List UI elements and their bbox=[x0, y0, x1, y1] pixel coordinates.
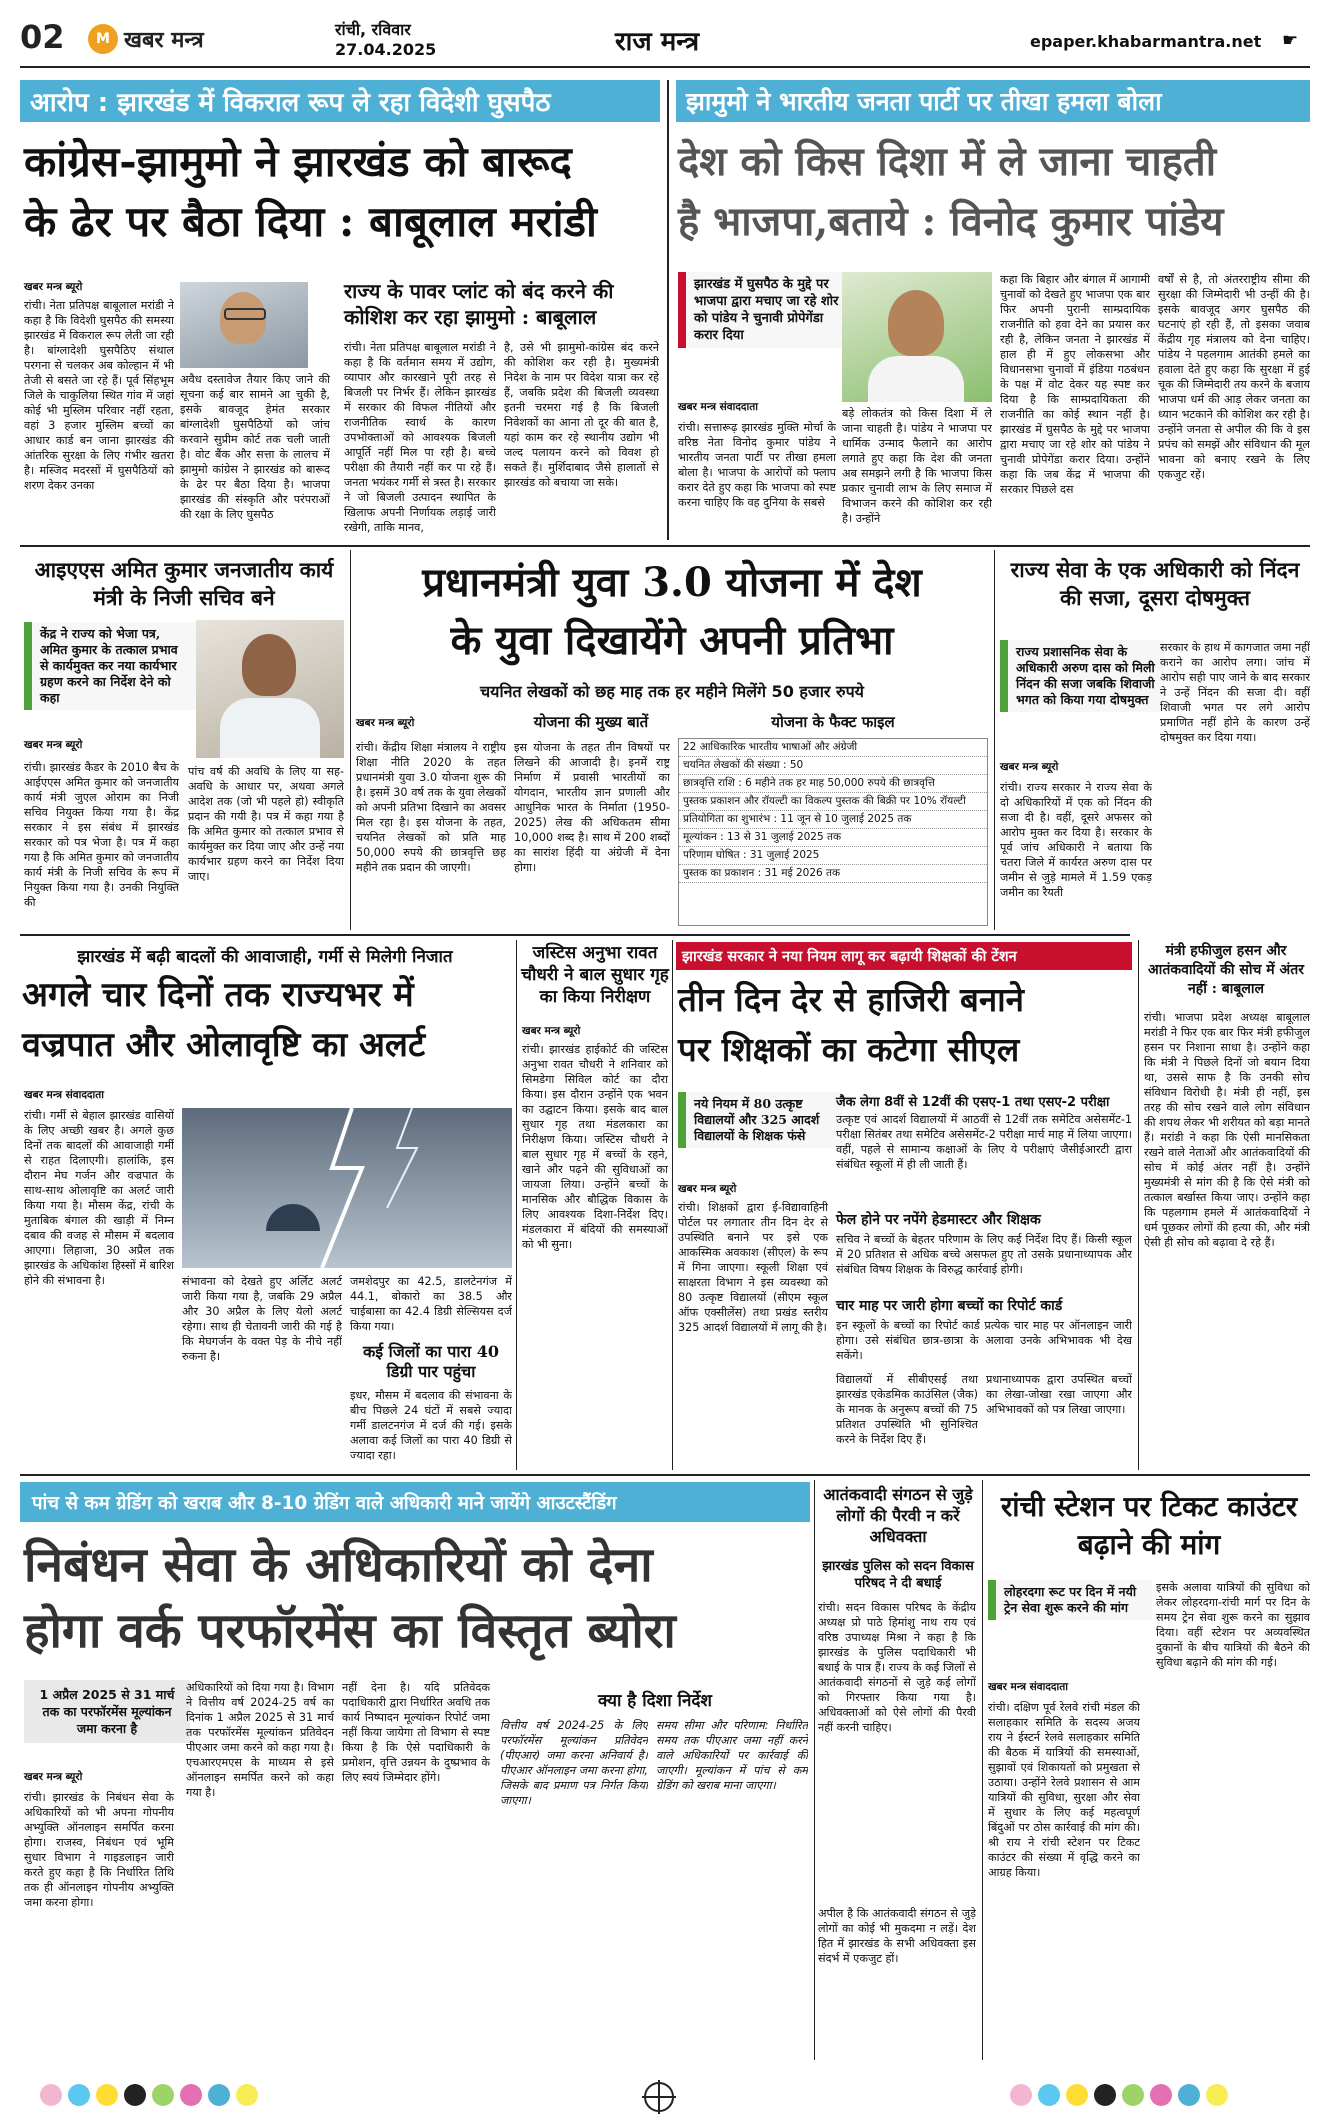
story6-headline-line2: वज्रपात और ओलावृष्टि का अलर्ट bbox=[22, 1025, 426, 1065]
story4-byline: खबर मन्त्र ब्यूरो bbox=[356, 717, 415, 729]
factfile-row: 22 आधिकारिक भारतीय भाषाओं और अंग्रेजी bbox=[679, 739, 987, 757]
story12-col1: रांची। दक्षिण पूर्व रेलवे रांची मंडल की सलाहकार समिति के सदस्य अजय राय ने ईस्टर्न रेलवे सलाहकार समिति की बैठक में यात्रियों की समस्याओं, सुझावों एवं शिकायतों को प्रमुखता से उठाया। उन्होंने रेलवे प्रशासन से आम यात्रियों की सुविधा, सुरक्षा और सेवा में सुधार के लिए कई महत्वपूर्ण बिंदुओं पर ठोस कार्रवाई की मांग की। श्री राय ने रांची स्टेशन पर टिकट काउंटर की संख्या में वृद्धि करने का आग्रह किया। bbox=[988, 1701, 1140, 1879]
divider-vertical bbox=[814, 1480, 815, 2060]
story1-col4: है, उसे भी झामुमो-कांग्रेस बंद करने की कोशिश कर रही है। मुख्यमंत्री निदेश के नाम पर विदेश यात्रा कर रहे हैं, जबकि प्रदेश की बिजली व्यवस्था इतनी चरमरा गई है कि बिजली निवेशकों का आना तो दूर की बात है, यहां काम कर रहे स्थानीय उद्योग भी जल्द पलायन करने को विवश हो सकते हैं। मुर्शिदाबाद जैसे हालातों से झारखंड को बचाया जा सके। bbox=[504, 341, 659, 489]
story7-headline: जस्टिस अनुभा रावत चौधरी ने बाल सुधार गृह का किया निरीक्षण bbox=[521, 943, 669, 1007]
story8-col1: रांची। शिक्षकों द्वारा ई-विद्यावाहिनी पोर्टल पर लगातार तीन दिन देर से उपस्थिति बनाने पर इसे एक आकस्मिक अवकाश (सीएल) के रूप में गिना जाएगा। स्कूली शिक्षा एवं साक्षरता विभाग ने इस व्यवस्था को 80 उत्कृष्ट विद्यालयों (सीएम स्कूल ऑफ एक्सीलेंस) तथा प्रखंड स्तरीय 325 आदर्श विद्यालयों में लागू की है। bbox=[678, 1201, 828, 1334]
divider-vertical bbox=[350, 550, 351, 930]
divider-horizontal bbox=[20, 934, 1130, 936]
registration-dot bbox=[68, 2084, 90, 2106]
story5-col2: सरकार के हाथ में कागजात जमा नहीं कराने का आरोप लगा। जांच में आरोप सही पाए जाने के बाद सरकार ने उन्हें निंदन की सजा दी। वहीं शिवाजी भगत पर लगे आरोप प्रमाणित नहीं होने के कारण उन्हें दोषमुक्त कर दिया गया। bbox=[1160, 641, 1310, 744]
story11-subhead: झारखंड पुलिस को सदन विकास परिषद ने दी बधाई bbox=[822, 1559, 974, 1591]
story6-col2: संभावना को देखते हुए अर्लिट अलर्ट जारी किया गया है, जबकि 29 अप्रैल और 30 अप्रैल के लिए येलो अलर्ट रहेगा। साथ ही चेतावनी जारी की गई है कि मेघगर्जन के वक्त पेड़ के नीचे नहीं रुकना है। bbox=[182, 1275, 342, 1363]
story5-headline: राज्य सेवा के एक अधिकारी को निंदन की सजा, दूसरा दोषमुक्त bbox=[1010, 557, 1300, 610]
story1-kicker-text: आरोप : झारखंड में विकराल रूप ले रहा विदेशी घुसपैठ bbox=[30, 88, 551, 118]
registration-dot bbox=[236, 2084, 258, 2106]
story2-kicker-text: झामुमो ने भारतीय जनता पार्टी पर तीखा हमला बोला bbox=[686, 87, 1162, 116]
story8-col3: प्रधानाध्यापक द्वारा उपस्थित बच्चों का लेखा-जोखा रखा जाएगा और अभिभावकों को पत्र लिखा जाएगा। bbox=[986, 1373, 1132, 1416]
story2-kicker bbox=[676, 80, 1310, 122]
section-name: राज मन्त्र bbox=[615, 27, 700, 57]
factfile-row: छात्रवृत्ति राशि : 6 महीने तक हर माह 50,000 रुपये की छात्रवृत्ति bbox=[679, 775, 987, 793]
website-link[interactable]: epaper.khabarmantra.net bbox=[1030, 32, 1262, 51]
registration-dot bbox=[1150, 2084, 1172, 2106]
registration-dot bbox=[1122, 2084, 1144, 2106]
story6-col3: जमशेदपुर का 42.5, डालटेनगंज में 44.1, बोकारो का 38.5 और चाईबासा का 42.4 डिग्री सेल्सियस दर्ज किया गया। bbox=[350, 1275, 512, 1333]
registration-dot bbox=[1066, 2084, 1088, 2106]
registration-dot bbox=[180, 2084, 202, 2106]
story1-col2: अवैध दस्तावेज तैयार किए जाने की सूचना कई बार सामने आ चुकी है, इसके बावजूद हेमंत सरकार बांग्लादेशी घुसपैठियों को जांच करवाने सुप्रीम कोर्ट तक चली जाती है। वोट बैंक और सत्ता के लालच में झामुमो कांग्रेस ने झारखंड को बारूद के ढेर पर बैठा दिया है। भाजपा झारखंड की संस्कृति और परंपराओं की रक्षा के लिए घुसपैठ bbox=[180, 373, 330, 521]
story6-byline: खबर मन्त्र संवाददाता bbox=[24, 1089, 104, 1101]
story3-highlight: केंद्र ने राज्य को भेजा पत्र, अमित कुमार के तत्काल प्रभाव से कार्यमुक्त कर नया कार्यभार ग्रहण करने का निर्देश देने को कहा bbox=[24, 622, 198, 710]
story9-headline: मंत्री हफीजुल हसन और आतंकवादियों की सोच में अंतर नहीं : बाबूलाल bbox=[1148, 943, 1304, 997]
story8-headline-line1: तीन दिन देर से हाजिरी बनाने bbox=[678, 980, 1024, 1019]
masthead bbox=[20, 14, 1310, 68]
factfile-row: पुस्तक प्रकाशन और रॉयल्टी का विकल्प पुस्तक की बिक्री पर 10% रॉयल्टी bbox=[679, 793, 987, 811]
story4-features-title: योजना की मुख्य बातें bbox=[533, 713, 649, 731]
story6-col4: इधर, मौसम में बदलाव की संभावना के बीच पिछले 24 घंटों में सबसे ज्यादा गर्मी डालटनगंज में दर्ज की गई। इसके अलावा कई जिलों का पारा 40 डिग्री से ज्यादा रहा। bbox=[350, 1389, 512, 1462]
story6-kicker: झारखंड में बढ़ी बादलों की आवाजाही, गर्मी से मिलेगी निजात bbox=[77, 947, 453, 967]
story4-col2: इस योजना के तहत तीन विषयों पर लिखने की आजादी है। इनमें राष्ट्र निर्माण में प्रवासी भारतीयों का योगदान, भारतीय ज्ञान प्रणाली और आधुनिक भारत के निर्माता (1950-2025) लेख की अधिकतम सीमा 10,000 शब्द है। साथ में 200 शब्दों का सारांश हिंदी या अंग्रेजी में देना होगा। bbox=[514, 741, 670, 874]
story8-box3-title: चार माह पर जारी होगा बच्चों का रिपोर्ट कार्ड bbox=[836, 1298, 1063, 1314]
story8-highlight: नये नियम में 80 उत्कृष्ट विद्यालयों और 325 आदर्श विद्यालयों के शिक्षक फंसे bbox=[678, 1092, 842, 1148]
cursor-hand-icon: ☛ bbox=[1282, 30, 1299, 51]
divider-horizontal bbox=[20, 1474, 1310, 1476]
registration-crosshair-icon bbox=[644, 2082, 674, 2112]
registration-dot bbox=[96, 2084, 118, 2106]
story9-col1: रांची। भाजपा प्रदेश अध्यक्ष बाबूलाल मरांडी ने फिर एक बार फिर मंत्री हफीजुल हसन पर निशाना साधा है। उन्होंने कहा कि मंत्री ने पिछले दिनों जो बयान दिया था, उससे साफ है कि उनकी सोच संविधान विरोधी है। मंत्री ही नहीं, इस तरह की सोच रखने वाले लोग संविधान की शपथ लेकर भी शरीयत को बड़ा मानते हैं। मरांडी ने कहा कि ऐसी मानसिकता रखने वाले नेताओं और आतंकवादियों की सोच में कोई अंतर नहीं है। उन्होंने मुख्यमंत्री से मांग की है कि ऐसे मंत्री को तत्काल बर्खास्त किया जाए। उन्होंने कहा कि पहलगाम हमले में आतंकवादियों ने धर्म पूछकर लोगों की हत्या की, और मंत्री ऐसी ही सोच को बढ़ावा दे रहे हैं। bbox=[1144, 1011, 1310, 1249]
story5-byline: खबर मन्त्र ब्यूरो bbox=[1000, 761, 1059, 773]
story8-box2-text: सचिव ने बच्चों के बेहतर परिणाम के लिए कई निर्देश दिए हैं। किसी स्कूल में 20 प्रतिशत से अधिक बच्चे असफल हुए तो उसके प्रधानाध्यापक और संबंधित विषय शिक्षक के विरुद्ध कार्रवाई होगी। bbox=[836, 1233, 1132, 1276]
story4-col1: रांची। केंद्रीय शिक्षा मंत्रालय ने राष्ट्रीय शिक्षा नीति 2020 के तहत प्रधानमंत्री युवा 3.0 योजना शुरू की है। इसमें 30 वर्ष तक के युवा लेखकों को अपनी प्रतिभा दिखाने का अवसर मिल रहा है। इस योजना के तहत, चयनित लेखकों को प्रति माह 50,000 रुपये की छात्रवृत्ति छह महीने तक प्रदान की जाएगी। bbox=[356, 741, 506, 874]
story5-col1: रांची। राज्य सरकार ने राज्य सेवा के दो अधिकारियों में एक को निंदन की सजा दी है। वहीं, दूसरे अफसर को आरोप मुक्त कर दिया है। सरकार के पूर्व जांच अधिकारी ने बताया कि चतरा जिले में कार्यरत अरुण दास पर जमीन से जुड़े मामले में 1.59 एकड़ जमीन का रैयती bbox=[1000, 781, 1152, 899]
story10-byline: खबर मन्त्र ब्यूरो bbox=[24, 1771, 83, 1783]
story2-col2: बड़े लोकतंत्र को किस दिशा में ले जाना चाहती है। पांडेय ने भाजपा पर धार्मिक उन्माद फैलाने का आरोप लगाते हुए कहा कि देश की जनता अब समझने लगी है कि भाजपा किस प्रकार चुनावी लाभ के लिए समाज में विभाजन करने की कोशिश कर रही है। उन्होंने bbox=[842, 407, 992, 525]
page-number: 02 bbox=[20, 18, 65, 56]
lightning-icon bbox=[182, 1108, 512, 1268]
story3-photo bbox=[196, 620, 344, 758]
story8-kicker-text: झारखंड सरकार ने नया नियम लागू कर बढ़ायी शिक्षकों की टेंशन bbox=[682, 949, 1017, 965]
story10-kicker-text: पांच से कम ग्रेडिंग को खराब और 8-10 ग्रेडिंग वाले अधिकारी माने जायेंगे आउटस्टैंडिंग bbox=[32, 1492, 617, 1514]
divider-vertical bbox=[667, 80, 669, 540]
person-shirt-icon bbox=[220, 698, 320, 758]
factfile-row: प्रतियोगिता का शुभारंभ : 11 जून से 10 जुलाई 2025 तक bbox=[679, 811, 987, 829]
story7-byline: खबर मन्त्र ब्यूरो bbox=[522, 1025, 581, 1037]
footer-color-dots-left bbox=[40, 2080, 320, 2110]
story10-kicker bbox=[20, 1482, 810, 1522]
divider-horizontal bbox=[20, 545, 1310, 547]
story8-col2: विद्यालयों में सीबीएसई तथा झारखंड एकेडमिक काउंसिल (जैक) के मानक के अनुरूप बच्चों की 75 प्रतिशत उपस्थिति भी सुनिश्चित करने के निर्देश दिए हैं। bbox=[836, 1373, 978, 1446]
logo-mark-icon: M bbox=[88, 24, 118, 54]
story12-byline: खबर मन्त्र संवाददाता bbox=[988, 1681, 1068, 1693]
story5-highlight: राज्य प्रशासनिक सेवा के अधिकारी अरुण दास को मिली निंदन की सजा जबकि शिवाजी भगत को किया गया दोषमुक्त bbox=[1000, 640, 1164, 712]
story3-col2: पांच वर्ष की अवधि के लिए या सह-अवधि के आधार पर, अथवा अगले आदेश तक (जो भी पहले हो) स्वीकृति प्रदान की गयी है। पत्र में कहा गया है कि अमित कुमार को तत्काल प्रभाव से कार्यमुक्त कर दिया जाए और उन्हें नया कार्यभार ग्रहण करने का निर्देश दिया जाए। bbox=[188, 765, 344, 883]
story10-col3: नहीं देना है। यदि प्रतिवेदक पदाधिकारी द्वारा निर्धारित अवधि तक कार्य निष्पादन मूल्यांकन रिपोर्ट जमा नहीं किया जायेगा तो विभाग से स्पष्ट किया है कि ऐसे पदाधिकारी के प्रमोशन, वृत्ति उन्नयन के दुष्प्रभाव के लिए स्वयं जिम्मेदार होंगे। bbox=[342, 1681, 490, 1784]
story10-col4: वित्तीय वर्ष 2024-25 के लिए परफॉरमेंस मूल्यांकन प्रतिवेदन (पीएआर) जमा करना अनिवार्य है। पीएआर ऑनलाइन जमा करना होगा, जिसके बाद प्रमाण पत्र निर्गत किया जाएगा। bbox=[500, 1719, 648, 1807]
person-glasses-icon bbox=[224, 308, 266, 320]
story8-byline: खबर मन्त्र ब्यूरो bbox=[678, 1183, 737, 1195]
story4-headline-line2: के युवा दिखायेंगे अपनी प्रतिभा bbox=[450, 617, 894, 664]
person-icon bbox=[242, 634, 296, 696]
story1-headline-line2: के ढेर पर बैठा दिया : बाबूलाल मरांडी bbox=[24, 197, 597, 246]
logo-text: खबर मन्त्र bbox=[124, 28, 204, 53]
registration-dot bbox=[1038, 2084, 1060, 2106]
story8-box3-text: इन स्कूलों के बच्चों का रिपोर्ट कार्ड प्रत्येक चार माह पर ऑनलाइन जारी होगा। उसे संबंधित छात्र-छात्रा के अलावा उनके अभिभावक भी देख सकेंगे। bbox=[836, 1319, 1132, 1362]
story2-col4: वर्षों से है, तो अंतरराष्ट्रीय सीमा की सुरक्षा की जिम्मेदारी भी उन्हीं की है। इसके बावजूद अगर घुसपैठ की घटनाएं हो रही हैं, तो इसका जवाब केंद्रीय गृह मंत्रालय को देना चाहिए। पांडेय ने पहलगाम आतंकी हमले का हवाला देते हुए कहा कि सुरक्षा में हुई चूक की जिम्मेदारी तय करने के बजाय भाजपा धर्म की आड़ लेकर जनता का ध्यान भटकाने की कोशिश कर रही है। उन्होंने जनता से अपील की कि वे इस प्रपंच को समझें और संविधान की मूल भावना को बनाए रखने के लिए एकजुट रहें। bbox=[1158, 273, 1310, 481]
factfile-row: मूल्यांकन : 13 से 31 जुलाई 2025 तक bbox=[679, 829, 987, 847]
story8-kicker bbox=[676, 942, 1132, 970]
story6-photo-storm bbox=[182, 1108, 512, 1268]
factfile-row: चयनित लेखकों की संख्या : 50 bbox=[679, 757, 987, 775]
story1-subheadline: राज्य के पावर प्लांट को बंद करने की कोशिश कर रहा झामुमो : बाबूलाल bbox=[344, 279, 614, 329]
story8-box2-title: फेल होने पर नपेंगे हेडमास्टर और शिक्षक bbox=[836, 1212, 1041, 1228]
divider-vertical bbox=[994, 550, 995, 930]
registration-dot bbox=[152, 2084, 174, 2106]
divider-vertical bbox=[672, 940, 673, 1470]
story7-col1: रांची। झारखंड हाईकोर्ट की जस्टिस अनुभा रावत चौधरी ने शनिवार को सिमडेगा सिविल कोर्ट का दौरा किया। इस दौरान उन्होंने एक भवन का उद्घाटन किया। इसके बाद बाल सुधार गृह तथा मंडलकारा का निरीक्षण किया। जस्टिस चौधरी ने बाल सुधार गृह में बच्चों के रहने, खाने और पढ़ने की सुविधाओं का जायजा लिया। उन्होंने बच्चों के मानसिक और बौद्धिक विकास के लिए आवश्यक दिशा-निर्देश दिए। मंडलकारा में बंदियों की समस्याओं को भी सुना। bbox=[522, 1043, 668, 1251]
factfile-row: पुस्तक का प्रकाशन : 31 मई 2026 तक bbox=[679, 865, 987, 883]
story4-headline-line1: प्रधानमंत्री युवा 3.0 योजना में देश bbox=[422, 559, 922, 606]
divider-vertical bbox=[516, 940, 517, 1470]
story1-col3: रांची। नेता प्रतिपक्ष बाबूलाल मरांडी ने कहा है कि वर्तमान समय में उद्योग, व्यापार और कारखाने पूरी तरह से बिजली पर निर्भर हैं। लेकिन झारखंड में सरकार की विफल नीतियों और राजनीतिक स्वार्थ के कारण उपभोक्ताओं को आवश्यक बिजली आपूर्ति नहीं मिल पा रही है। बच्चे परीक्षा की तैयारी नहीं कर पा रहे हैं। जनता भयंकर गर्मी से त्रस्त है। सरकार ने जो बिजली उत्पादन स्थापित के खिलाफ अपनी निर्णायक लड़ाई जारी रखेगी, ताकि मानव, bbox=[344, 341, 496, 534]
story2-photo bbox=[842, 272, 992, 402]
person-icon bbox=[888, 290, 944, 356]
story10-headline-line2: होगा वर्क परफॉरमेंस का विस्तृत ब्योरा bbox=[24, 1603, 676, 1659]
story1-kicker bbox=[20, 80, 660, 122]
registration-dot bbox=[40, 2084, 62, 2106]
story8-headline-line2: पर शिक्षकों का कटेगा सीएल bbox=[678, 1030, 1020, 1069]
registration-dot bbox=[1206, 2084, 1228, 2106]
story1-photo bbox=[180, 282, 308, 368]
registration-dot bbox=[1094, 2084, 1116, 2106]
registration-dot bbox=[124, 2084, 146, 2106]
divider-vertical bbox=[1138, 940, 1139, 1470]
story12-headline: रांची स्टेशन पर टिकट काउंटर बढ़ाने की मांग bbox=[1000, 1490, 1298, 1561]
story8-box1-title: जैक लेगा 8वीं से 12वीं की एसए-1 तथा एसए-2 परीक्षा bbox=[836, 1095, 1110, 1110]
masthead-date: 27.04.2025 bbox=[335, 40, 437, 59]
story11-headline: आतंकवादी संगठन से जुड़े लोगों की पैरवी न करें अधिवक्ता bbox=[823, 1485, 973, 1546]
story2-headline-line1: देश को किस दिशा में ले जाना चाहती bbox=[678, 138, 1217, 185]
story10-directions-title: क्या है दिशा निर्देश bbox=[598, 1691, 712, 1711]
masthead-city-day: रांची, रविवार bbox=[335, 20, 411, 39]
story4-subhead: चयनित लेखकों को छह माह तक हर महीने मिलेंगे 50 हजार रुपये bbox=[480, 682, 864, 701]
story3-headline: आइएएस अमित कुमार जनजातीय कार्य मंत्री के निजी सचिव बने bbox=[34, 557, 334, 610]
story1-byline: खबर मन्त्र ब्यूरो bbox=[24, 281, 83, 293]
story2-col3: कहा कि बिहार और बंगाल में आगामी चुनावों को देखते हुए भाजपा एक बार फिर अपनी पुरानी साम्प्रदायिक राजनीति को हवा देने का प्रयास कर रही है, लेकिन जनता ने झारखंड में हाल ही में हुए लोकसभा और विधानसभा चुनावों में इंडिया गठबंधन के पक्ष में वोट देकर यह स्पष्ट कर दिया है कि साम्प्रदायिकता की राजनीति का कोई स्थान नहीं है। झारखंड में घुसपैठ के मुद्दे पर भाजपा द्वारा मचाए जा रहे शोर को पांडेय ने चुनावी प्रोपेगेंडा करार दिया। उन्होंने कहा कि जब केंद्र में भाजपा की सरकार पिछले दस bbox=[1000, 273, 1150, 496]
story10-highlight: 1 अप्रैल 2025 से 31 मार्च तक का परफॉरमेंस मूल्यांकन जमा करना है bbox=[24, 1680, 190, 1743]
story10-headline-line1: निबंधन सेवा के अधिकारियों को देना bbox=[24, 1537, 653, 1593]
story2-byline: खबर मन्त्र संवाददाता bbox=[678, 401, 758, 413]
story10-col1: रांची। झारखंड के निबंधन सेवा के अधिकारियों को भी अपना गोपनीय अभ्युक्ति ऑनलाइन समर्पित करना होगा। राजस्व, निबंधन एवं भूमि सुधार विभाग ने गाइडलाइन जारी करते हुए कहा है कि निर्धारित तिथि तक ही ऑनलाइन गोपनीय अभ्युक्ति जमा करना होगा। bbox=[24, 1791, 174, 1909]
divider-vertical bbox=[982, 1480, 983, 2060]
story11-col1: रांची। सदन विकास परिषद के केंद्रीय अध्यक्ष प्रो पाठे हिमांशु नाथ राय एवं वरिष्ठ उपाध्यक्ष मिश्रा ने कहा है कि झारखंड के पुलिस पदाधिकारी भी बधाई के पात्र हैं। राज्य के कई जिलों से आतंकवादी संगठनों से जुड़े कई लोगों को गिरफ्तार किया गया है। अधिवक्ताओं को ऐसे लोगों की पैरवी नहीं करनी चाहिए। bbox=[818, 1601, 976, 1734]
story10-col2: अधिकारियों को दिया गया है। विभाग ने वित्तीय वर्ष 2024-25 वर्ष का दिनांक 1 अप्रैल 2025 से 31 मार्च तक परफॉरमेंस मूल्यांकन प्रतिवेदन पीएआर जमा करने को कहा गया है। एचआरएमएस के माध्यम से इसे ऑनलाइन समर्पित करने को कहा गया है। bbox=[186, 1681, 334, 1799]
story6-col1: रांची। गर्मी से बेहाल झारखंड वासियों के लिए अच्छी खबर है। अगले कुछ दिनों तक बादलों की आवाजाही गर्मी से राहत दिलाएगी। हालांकि, इस दौरान मेघ गर्जन और वज्रपात के साथ-साथ ओलावृष्टि का अलर्ट जारी किया गया है। मौसम केंद्र, रांची के मुताबिक बंगाल की खाड़ी में निम्न दबाव की वजह से मौसम में बदलाव आएगा। लिहाजा, 30 अप्रैल तक झारखंड के अधिकांश हिस्सों में बारिश होने की संभावना है। bbox=[24, 1109, 174, 1287]
story6-headline-line1: अगले चार दिनों तक राज्यभर में bbox=[22, 975, 414, 1015]
story1-headline-line1: कांग्रेस-झामुमो ने झारखंड को बारूद bbox=[24, 137, 572, 186]
registration-dot bbox=[208, 2084, 230, 2106]
story2-highlight: झारखंड में घुसपैठ के मुद्दे पर भाजपा द्वारा मचाए जा रहे शोर को पांडेय ने चुनावी प्रोपेगेंडा करार दिया bbox=[678, 272, 852, 348]
person-shirt-icon bbox=[868, 356, 964, 402]
factfile-row: परिणाम घोषित : 31 जुलाई 2025 bbox=[679, 847, 987, 865]
story3-col1: रांची। झारखंड कैडर के 2010 बैच के आईएएस अमित कुमार को जनजातीय कार्य मंत्री जुएल ओराम का निजी सचिव नियुक्त किया गया है। केंद्र सरकार ने इस संबंध में झारखंड सरकार को पत्र भेजा है। पत्र में कहा गया है कि अमित कुमार को जनजातीय कार्य मंत्री के निजी सचिव के रूप में नियुक्त किया गया है। उनकी नियुक्ति की bbox=[24, 761, 179, 909]
story3-byline: खबर मन्त्र ब्यूरो bbox=[24, 739, 83, 751]
story12-highlight: लोहरदगा रूट पर दिन में नयी ट्रेन सेवा शुरू करने की मांग bbox=[988, 1580, 1152, 1620]
story4-factfile-table bbox=[678, 738, 988, 926]
story2-col1: रांची। सत्तारूढ़ झारखंड मुक्ति मोर्चा के वरिष्ठ नेता विनोद कुमार पांडेय ने भारतीय जनता पार्टी पर तीखा हमला बोला है। भाजपा के आरोपों को फ्लाप करार देते हुए कहा कि भाजपा को स्पष्ट करना चाहिए कि वह दुनिया के सबसे bbox=[678, 421, 836, 509]
story4-factfile-title: योजना के फैक्ट फाइल bbox=[771, 713, 895, 731]
story11-col2: अपील है कि आतंकवादी संगठन से जुड़े लोगों का कोई भी मुकदमा न लड़ें। देश हित में झारखंड के सभी अधिवक्ता इस संदर्भ में एकजुट हों। bbox=[818, 1907, 976, 1965]
story12-col2: इसके अलावा यात्रियों की सुविधा को लेकर लोहरदगा-रांची मार्ग पर दिन के समय ट्रेन सेवा शुरू करने का सुझाव दिया। वहीं स्टेशन पर अव्यवस्थित दुकानों के बीच यात्रियों की बैठने की सुविधा बढ़ाने की मांग की गई। bbox=[1156, 1581, 1310, 1669]
story10-col5: समय सीमा और परिणाम: निर्धारित समय तक पीएआर जमा नहीं करने वाले अधिकारियों पर कार्रवाई की जाएगी। मूल्यांकन में पांच से कम ग्रेडिंग को खराब माना जाएगा। bbox=[656, 1719, 808, 1792]
story2-headline-line2: है भाजपा,बताये : विनोद कुमार पांडेय bbox=[678, 198, 1224, 245]
footer-color-dots-right bbox=[1010, 2080, 1290, 2110]
story6-subhead: कई जिलों का पारा 40 डिग्री पार पहुंचा bbox=[362, 1342, 500, 1381]
story1-col1: रांची। नेता प्रतिपक्ष बाबूलाल मरांडी ने कहा है कि विदेशी घुसपैठ की समस्या झारखंड में विकराल रूप लेती जा रही है। बांग्लादेशी घुसपैठिए संथाल परगना से चलकर अब कोल्हान में भी तेजी से बसते जा रहे हैं। पूर्व सिंहभूम जिले के चाकुलिया स्थित गांव में जहां कोई भी मुस्लिम परिवार नहीं रहता, वहां 3 हजार मुस्लिम बच्चों का आधार कार्ड बन जाना झारखंड की आंतरिक सुरक्षा के लिए गंभीर खतरा है। मस्जिद मदरसों में घुसपैठियों को शरण देकर उनका bbox=[24, 299, 174, 492]
story8-box1-text: उत्कृष्ट एवं आदर्श विद्यालयों में आठवीं से 12वीं तक समेटिव असेसमेंट-1 परीक्षा सितंबर तथा समेटिव असेसमेंट-2 परीक्षा मार्च माह में लिया जाएगा। वहीं, पहले से सामान्य कक्षाओं के लिए ये परीक्षाएं जैसीईआरटी द्वारा संबंधित स्कूलों में ही ली जाती हैं। bbox=[836, 1113, 1132, 1171]
registration-dot bbox=[1010, 2084, 1032, 2106]
registration-dot bbox=[1178, 2084, 1200, 2106]
